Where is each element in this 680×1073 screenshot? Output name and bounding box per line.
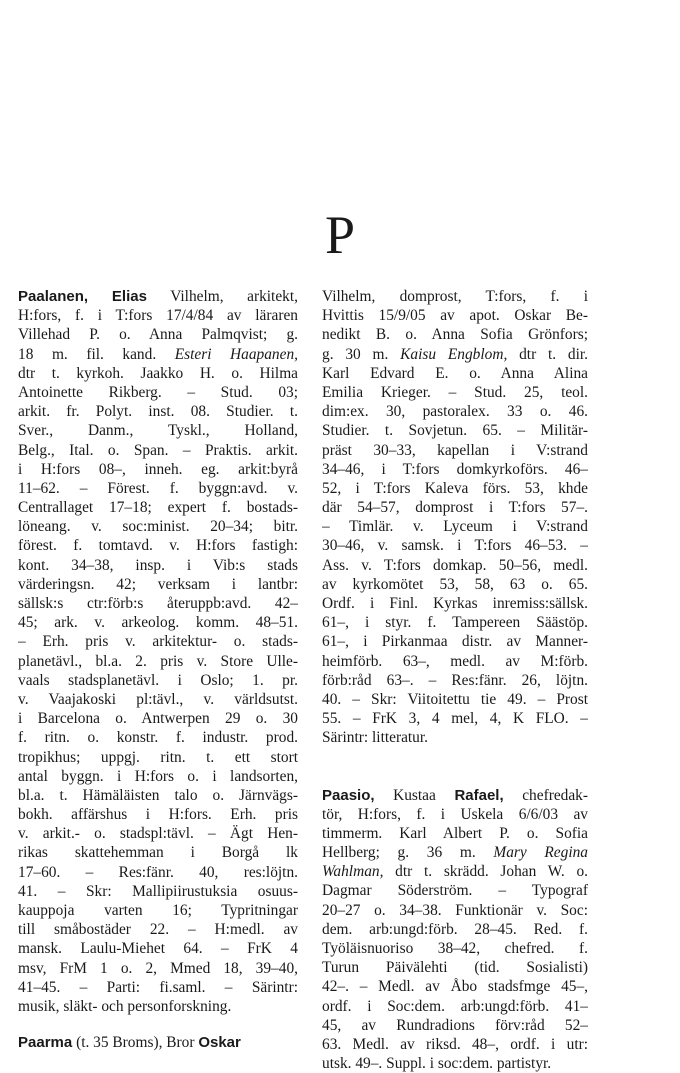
entry-line: antal byggn. i H:fors o. i landsorten, [18,767,298,786]
entry-line: 18 m. fil. kand. Esteri Haapanen, [18,345,298,364]
entry-line: tropikhus; uppgj. ritn. t. ett stort [18,748,298,767]
entry-line: bokh. affärshus i H:fors. Erh. pris [18,805,298,824]
entry-line: till småbostäder 22. – H:medl. av [18,920,298,939]
entry-line: Karl Edvard E. o. Anna Alina [322,364,588,383]
entry-line: löneang. v. soc:minist. 20–34; bitr. [18,517,298,536]
entry-line: förest. f. tomtavd. v. H:fors fastigh: [18,536,298,555]
entry-line: heimförb. 63–, medl. av M:förb. [322,652,588,671]
entry-line: Turun Päivälehti (tid. Sosialisti) [322,958,588,977]
entry-line: bl.a. t. Hämäläisten talo o. Järnvägs- [18,786,298,805]
entry-line: 40. – Skr: Viitoitettu tie 49. – Prost [322,690,588,709]
entry-line: Sver., Danm., Tyskl., Holland, [18,421,298,440]
entry-paalanen [18,287,298,1016]
right-column [322,287,588,1073]
entry-line: 20–27 o. 34–38. Funktionär v. Soc: [322,901,588,920]
entry-line: dem. arb:ungd:förb. 28–45. Red. f. [322,920,588,939]
entry-line: 55. – FrK 3, 4 mel, 4, K FLO. – [322,709,588,728]
entry-line: 61–, i styr. f. Tampereen Säästöp. [322,613,588,632]
entry-line: Työläisnuoriso 38–42, chefred. f. [322,939,588,958]
entry-line: v. arkit.- o. stadspl:tävl. – Ägt Hen- [18,824,298,843]
entry-line: i Barcelona o. Antwerpen 29 o. 30 [18,709,298,728]
entry-line: i H:fors 08–, inneh. eg. arkit:byrå [18,460,298,479]
entry-line: Belg., Ital. o. Span. – Praktis. arkit. [18,441,298,460]
entry-line: H:fors, f. i T:fors 17/4/84 av läraren [18,306,298,325]
person-given-name: Oskar [198,1034,241,1051]
entry-line: kauppoja varten 16; Typritningar [18,901,298,920]
person-name: Paalanen, Elias [18,288,147,305]
entry-line: f. ritn. o. konstr. f. industr. prod. [18,728,298,747]
entry-line: g. 30 m. Kaisu Engblom, dtr t. dir. [322,345,588,364]
entry-line: värderingsn. 42; verksam i lantbr: [18,575,298,594]
entry-line: 30–46, v. samsk. i T:fors 46–53. – [322,536,588,555]
entry-line: 45; ark. v. arkeolog. komm. 48–51. [18,613,298,632]
entry-line: Emilia Krieger. – Stud. 25, teol. [322,383,588,402]
entry-line: 41–45. – Parti: fi.saml. – Särintr: [18,978,298,997]
spouse-name: Kaisu Engblom, [400,346,507,363]
entry-line: Antoinette Rikberg. – Stud. 03; [18,383,298,402]
entry-line: nedikt B. o. Anna Sofia Grönfors; [322,325,588,344]
entry-line: av kyrkomötet 53, 58, 63 o. 65. [322,575,588,594]
entry-line: musik, släkt- och personforskning. [18,997,298,1016]
entry-line: 34–46, i T:fors domkyrkoförs. 46– [322,460,588,479]
entry-line: arkit. fr. Polyt. inst. 08. Studier. t. [18,402,298,421]
left-column [18,287,298,1052]
entry-line: utsk. 49–. Suppl. i soc:dem. partistyr. [322,1054,588,1073]
entry-line: kont. 34–38, insp. i Vib:s stads [18,556,298,575]
entry-line: msv, FrM 1 o. 2, Mmed 18, 39–40, [18,959,298,978]
entry-line: 17–60. – Res:fänr. 40, res:löjtn. [18,863,298,882]
entry-line: timmerm. Karl Albert P. o. Sofia [322,824,588,843]
entry-line: – Timlär. v. Lyceum i V:strand [322,517,588,536]
entry-line: vaals stadsplanetävl. i Oslo; 1. pr. [18,671,298,690]
entry-line: Paasio, Kustaa Rafael, chefredak- [322,786,588,805]
entry-line: 45, av Rundradions förv:råd 52– [322,1016,588,1035]
entry-paasio [322,786,588,1073]
entry-line: Centrallaget 17–18; expert f. bostads- [18,498,298,517]
entry-line: där 54–57, domprost i T:fors 57–. [322,498,588,517]
entry-line: Paalanen, Elias Vilhelm, arkitekt, [18,287,298,306]
spouse-name-continued: Wahlman, [322,863,383,880]
entry-line: Hvittis 15/9/05 av apot. Oskar Be- [322,306,588,325]
entry-line: 11–62. – Förest. f. byggn:avd. v. [18,479,298,498]
entry-line: Ass. v. T:fors domkap. 50–56, medl. [322,556,588,575]
entry-line: ordf. i Soc:dem. arb:ungd:förb. 41– [322,997,588,1016]
spouse-name: Esteri Haapanen, [175,346,298,363]
entry-line: 63. Medl. av riksd. 48–, ordf. i utr: [322,1035,588,1054]
entry-line: Dagmar Söderström. – Typograf [322,881,588,900]
entry-line: Villehad P. o. Anna Palmqvist; g. [18,325,298,344]
entry-line: – Erh. pris v. arkitektur- o. stads- [18,632,298,651]
spouse-name: Mary Regina [493,844,588,861]
entry-line: Vilhelm, domprost, T:fors, f. i [322,287,588,306]
entry-line: dim:ex. 30, pastoralex. 33 o. 46. [322,402,588,421]
person-name: Paasio, [322,787,375,804]
person-given-name: Rafael, [454,787,503,804]
page-letter-heading: P [0,205,680,265]
entry-paarma-continued [322,287,588,748]
entry-line: dtr t. kyrkoh. Jaakko H. o. Hilma [18,364,298,383]
person-name: Paarma [18,1034,72,1051]
entry-line: mansk. Laulu-Miehet 64. – FrK 4 [18,939,298,958]
entry-line: Paarma (t. 35 Broms), Bror Oskar [18,1033,298,1052]
entry-line: Wahlman, dtr t. skrädd. Johan W. o. [322,862,588,881]
entry-line: tör, H:fors, f. i Uskela 6/6/03 av [322,805,588,824]
entry-line: rikas skattehemman i Borgå lk [18,843,298,862]
entry-line: förb:råd 63–. – Res:fänr. 26, löjtn. [322,671,588,690]
entry-line: Hellberg; g. 36 m. Mary Regina [322,843,588,862]
entry-line: Studier. t. Sovjetun. 65. – Militär- [322,421,588,440]
entry-line: 52, i T:fors Kaleva förs. 53, khde [322,479,588,498]
entry-line: präst 30–33, kapellan i V:strand [322,441,588,460]
entry-line: Särintr: litteratur. [322,728,588,747]
entry-line: sällsk:s ctr:förb:s återuppb:avd. 42– [18,594,298,613]
entry-line: 42–. – Medl. av Åbo stadsfmge 45–, [322,977,588,996]
entry-line: Ordf. i Finl. Kyrkas inremiss:sällsk. [322,594,588,613]
entry-line: v. Vaajakoski pl:tävl., v. världsutst. [18,690,298,709]
entry-paarma [18,1033,298,1052]
entry-line: 41. – Skr: Mallipiirustuksia osuus- [18,882,298,901]
entry-line: planetävl., bl.a. 2. pris v. Store Ulle- [18,652,298,671]
entry-line: 61–, i Pirkanmaa distr. av Manner- [322,632,588,651]
